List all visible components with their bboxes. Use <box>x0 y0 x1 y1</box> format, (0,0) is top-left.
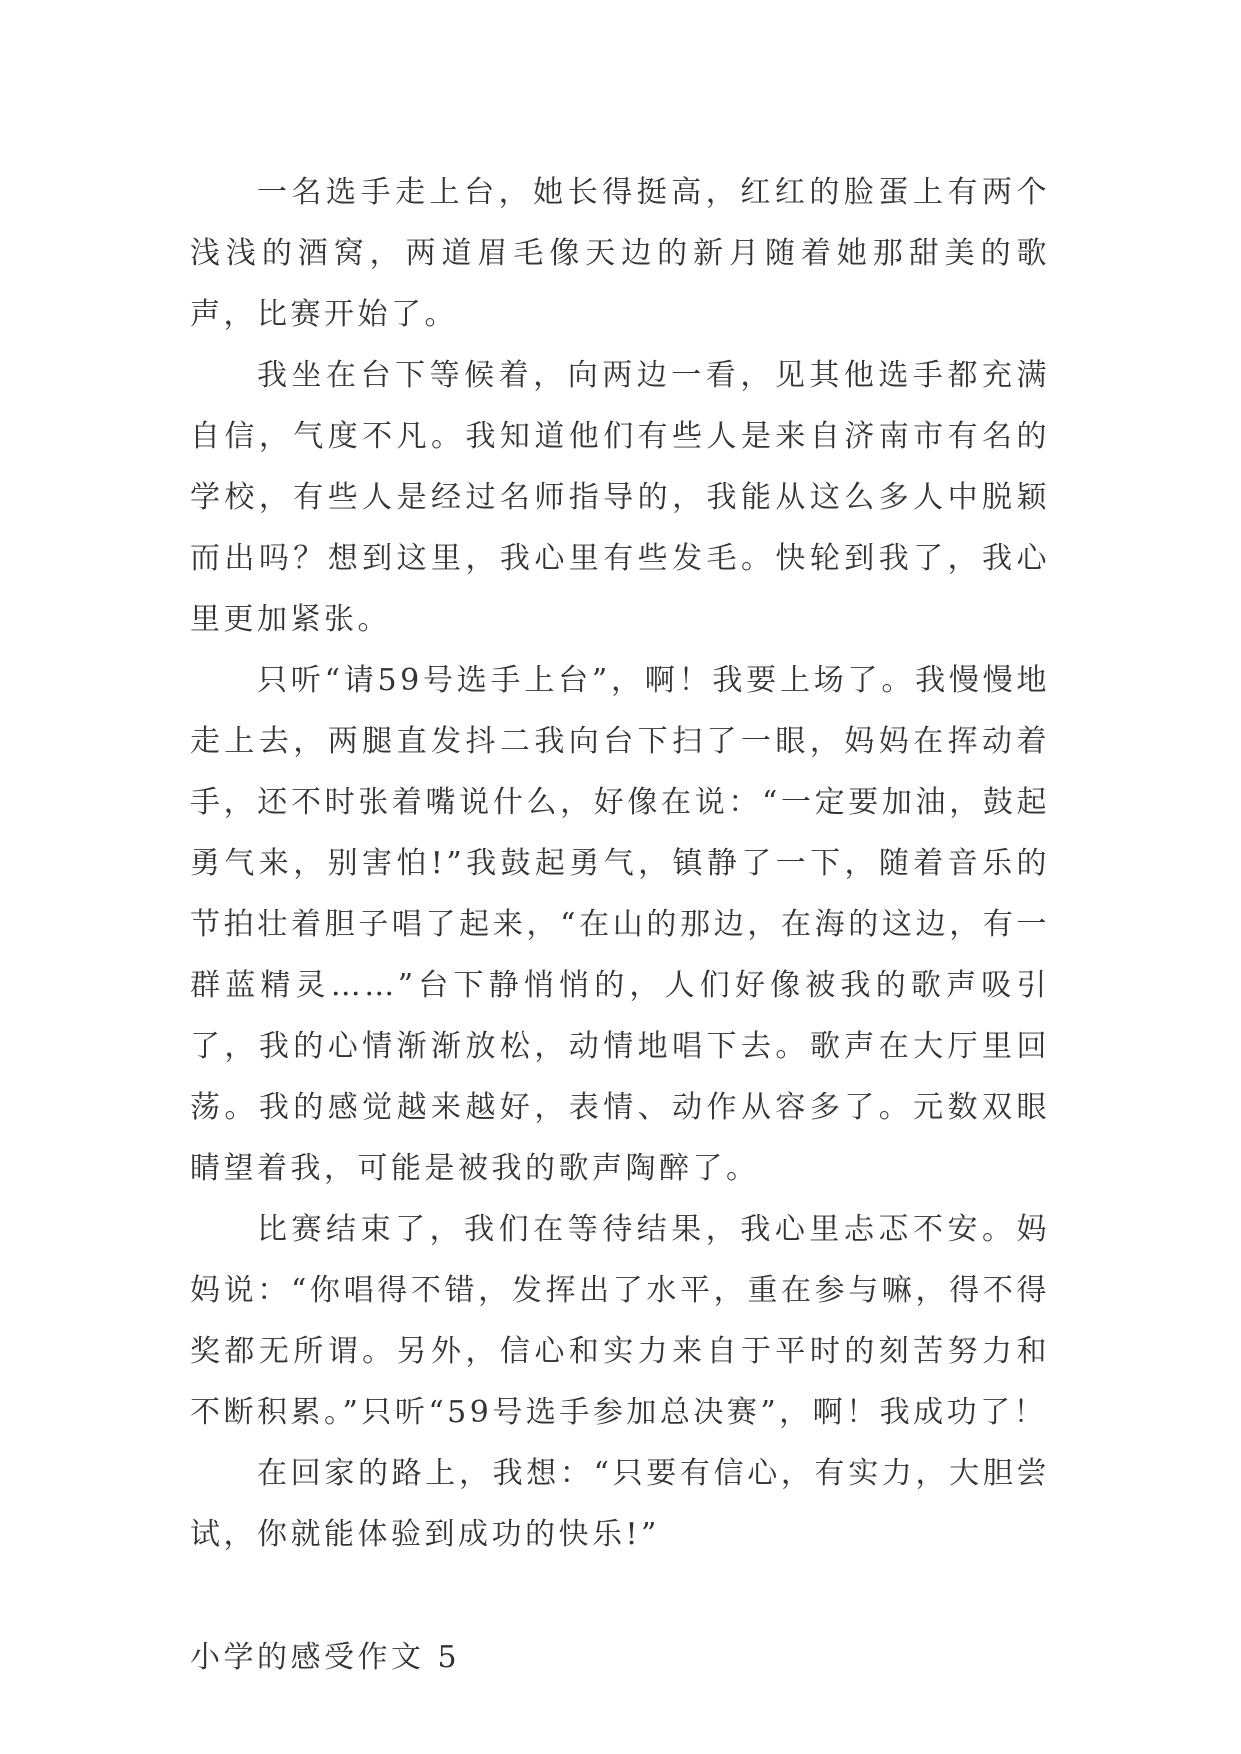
paragraph-4: 比赛结束了，我们在等待结果，我心里忐忑不安。妈妈说：“你唱得不错，发挥出了水平，重在参与嘛，得不得奖都无所谓。另外，信心和实力来自于平时的刻苦努力和不断积累。”只听“59号选手参加总决赛”，啊！我成功了！ <box>190 1212 1050 1430</box>
paragraph-2: 我坐在台下等候着，向两边一看，见其他选手都充满自信，气度不凡。我知道他们有些人是来自济南市有名的学校，有些人是经过名师指导的，我能从这么多人中脱颖而出吗？想到这里，我心里有些发毛。快轮到我了，我心里更加紧张。 <box>190 358 1050 637</box>
paragraph-3: 只听“请59号选手上台”，啊！我要上场了。我慢慢地走上去，两腿直发抖二我向台下扫了一眼，妈妈在挥动着手，还不时张着嘴说什么，好像在说：“一定要加油，鼓起勇气来，别害怕!”我鼓起勇气，镇静了一下，随着音乐的节拍壮着胆子唱了起来，“在山的那边，在海的这边，有一群蓝精灵……”台下静悄悄的，人们好像被我的歌声吸引了，我的心情渐渐放松，动情地唱下去。歌声在大厅里回荡。我的感觉越来越好，表情、动作从容多了。元数双眼睛望着我，可能是被我的歌声陶醉了。 <box>190 663 1050 1186</box>
section-heading: 小学的感受作文 5 <box>190 1640 461 1675</box>
paragraph-5: 在回家的路上，我想：“只要有信心，有实力，大胆尝试，你就能体验到成功的快乐!” <box>190 1456 1050 1552</box>
paragraph-1: 一名选手走上台，她长得挺高，红红的脸蛋上有两个浅浅的酒窝，两道眉毛像天边的新月随着她那甜美的歌声，比赛开始了。 <box>190 175 1050 332</box>
document-body <box>190 162 1050 1688</box>
